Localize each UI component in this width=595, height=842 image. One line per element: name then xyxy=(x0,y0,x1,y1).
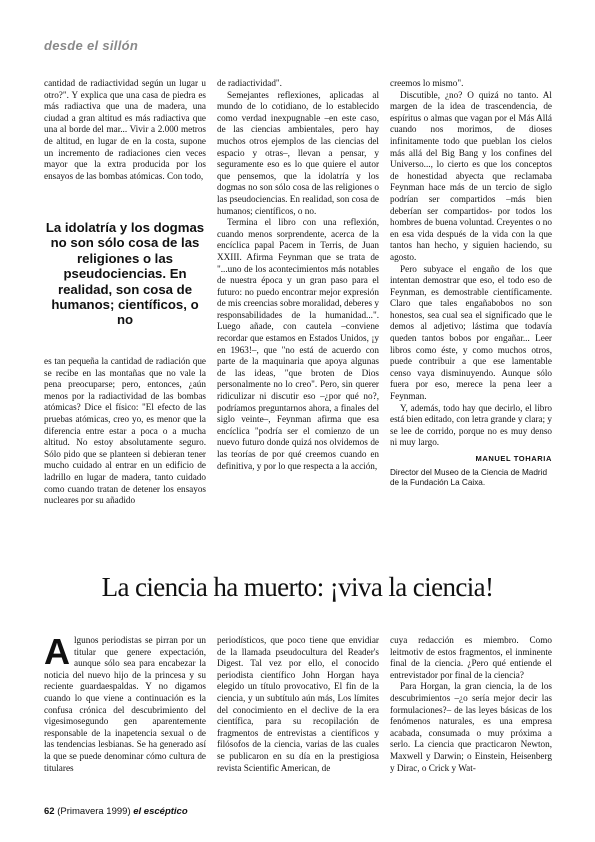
top-col3-p3: Pero subyace el engaño de los que intentan demostrar que eso, el todo eso de Feynman, es demostrable científicamente. Claro que tales engañabobos no son honestos, sea cual sea el significado que le demos al adjetivo; lástima que todavía queden tantos bobos por engañar... Leer libros como éste, y como muchos otros, puede contribuir a que ese lamentable censo vaya disminuyendo. Aunque sólo fuera por eso, merece la pena leer a Feynman. xyxy=(390,263,552,402)
bottom-col3-p1: cuya redacción es miembro. Como leitmotiv de estos fragmentos, el inminente final de la ciencia. ¿Pero qué entiende el entrevistador por final de la ciencia? xyxy=(390,635,552,680)
issue-label: (Primavera 1999) xyxy=(57,806,131,817)
drop-cap: A xyxy=(44,631,70,672)
top-column-1-lower xyxy=(44,356,206,507)
top-column-1 xyxy=(44,78,206,182)
top-col2-p3: Termina el libro con una reflexión, cuando menos sorprendente, acerca de la encíclica papal Pacem in Terris, de Juan XXIII. Afirma Feynman que se trata de "...uno de los acontecimientos más notables de nuestra época y un gran paso para el futuro: no puedo encontrar mejor expresión de mis creencias sobre moralidad, deberes y responsabilidades de la humanidad...". Luego añade, con cautela –conviene recordar que estamos en Estados Unidos, ¡y en 1963!–, que "no está de acuerdo con parte de la maquinaria que apoya algunas de las ideas, "que broten de Dios personalmente no lo creo". Pero, sin querer ridiculizar ni discutir eso –¿por qué no?, podríamos preguntarnos ahora, a finales del siglo veinte–, Feynman afirma que esa encíclica "podría ser el comienzo de un nuevo futuro donde quizá nos olvidemos de las teorías de por qué creemos cuando en definitiva, y por lo que respecta a la acción, xyxy=(217,217,379,471)
top-column-3 xyxy=(390,78,552,488)
magazine-name: el escéptico xyxy=(133,806,188,817)
bottom-column-1 xyxy=(44,631,206,774)
top-col2-p2: Semejantes reflexiones, aplicadas al mundo de lo cotidiano, de lo establecido como verdad inexpugnable –en este caso, de las ciencias ambientales, pero hay muchos otros ejemplos de las ciencias del espacio y otras–, llevan a pensar, y seguramente eso es lo que quiere el autor que pensemos, que la idolatría y los dogmas no son sólo cosa de las religiones o las pseudociencias. En realidad, son cosa de humanos; científicos, o no. xyxy=(217,89,379,216)
top-col3-p2: Discutible, ¿no? O quizá no tanto. Al margen de la idea de trascendencia, de espíritus o almas que vagan por el Más Allá cuando nos morimos, de dioses infinitamente todo que pueblan los cielos más allá del Big Bang y los confines del Universo..., lo cierto es que los conceptos de honestidad abyecta que reclamaba Feynman hace más de un tercio de siglo podrían ser compartidos –más bien deberían ser compartidos- por todos los hombres de buena voluntad. Creyentes o no en esa vida después de la vida con la que tantos han hecho, y siguien haciendo, su agosto. xyxy=(390,89,552,262)
bottom-col3-p2: Para Horgan, la gran ciencia, la de los descubrimientos –¿o sería mejor decir las formulaciones?– de las leyes básicas de los fenómenos naturales, es una empresa acabada, consumada o muy próxima a serlo. La ciencia que practicaron Newton, Maxwell y Darwin; o Einstein, Heisenberg y Dirac, o Crick y Wat- xyxy=(390,681,552,773)
signature-role: Director del Museo de la Ciencia de Madrid de la Fundación La Caixa. xyxy=(390,467,548,487)
page-number: 62 xyxy=(44,806,55,817)
top-col2-p1: de radiactividad". xyxy=(217,78,282,88)
bottom-column-2 xyxy=(217,635,379,774)
bottom-col2-text: periodísticos, que poco tiene que envidiar de la llamada pseudocultura del Reader's Digest. Tal vez por ello, el conocido periodista científico John Horgan haya elegido un título provocativo, El fin de la ciencia, y un subtítulo aún más, Los límites del conocimiento en el declive de la era científica, para su recopilación de fragmentos de entrevistas a científicos y filósofos de la ciencia, varias de las cuales se publicaron en su día en la prestigiosa revista Scientific American, de xyxy=(217,635,379,773)
article-headline: La ciencia ha muerto: ¡viva la ciencia! xyxy=(101,572,494,602)
top-col3-p4: Y, además, todo hay que decirlo, el libro está bien editado, con letra grande y clara; y se lee de corrido, porque no es muy denso ni muy largo. xyxy=(390,402,552,448)
bottom-column-3 xyxy=(390,635,552,774)
top-col1-text-bottom: es tan pequeña la cantidad de radiación que se recibe en las montañas que no vale la pena preocuparse; pero, entonces, ¿aún menos por la radiactividad de las bombas atómicas? Dice el físico: "El efecto de las pruebas atómicas, creo yo, es menor que la diferencia entre estar a poca o a mucha altitud. No estoy absolutamente seguro. Sólo pido que se planteen si debieran tener mucho cuidado al entrar en un edificio de ladrillo en lugar de madera, tanto cuidado como cuando tratan de detener los ensayos nucleares por su añadido xyxy=(44,356,206,506)
page-footer xyxy=(44,806,188,817)
top-col3-p1: creemos lo mismo". xyxy=(390,78,464,88)
top-col1-text-top: cantidad de radiactividad según un lugar u otro?". Y explica que una casa de piedra es más radiactiva que una de madera, una ciudad a gran altitud es más radiactiva que una al borde del mar... Vivir a 2.000 metros de altitud, en lugar de en la costa, supone un incremento de radiaciones cien veces mayor que la extra producida por los ensayos de las bombas atómicas. Con todo, xyxy=(44,78,206,181)
pull-quote: La idolatría y los dogmas no son sólo cosa de las religiones o las pseudociencias. En realidad, son cosa de humanos; científicos, o no xyxy=(45,220,205,328)
top-column-2 xyxy=(217,78,379,472)
section-header: desde el sillón xyxy=(44,38,139,53)
bottom-col1-text: lgunos periodistas se pirran por un titular que genere expectación, aunque sólo sea para encabezar la noticia del nuevo hijo de la princesa y su reciente guardaespaldas. Y no digamos cuando lo que viene a continuación es la confusa crónica del descubrimiento del vigesimosegundo gen aparentemente responsable de la inapetencia sexual o de las tendencias lesbianas. Se ha generado así la que se puede denominar cómo cultura de titulares xyxy=(44,635,206,773)
signature-name: MANUEL TOHARIA xyxy=(475,454,552,463)
